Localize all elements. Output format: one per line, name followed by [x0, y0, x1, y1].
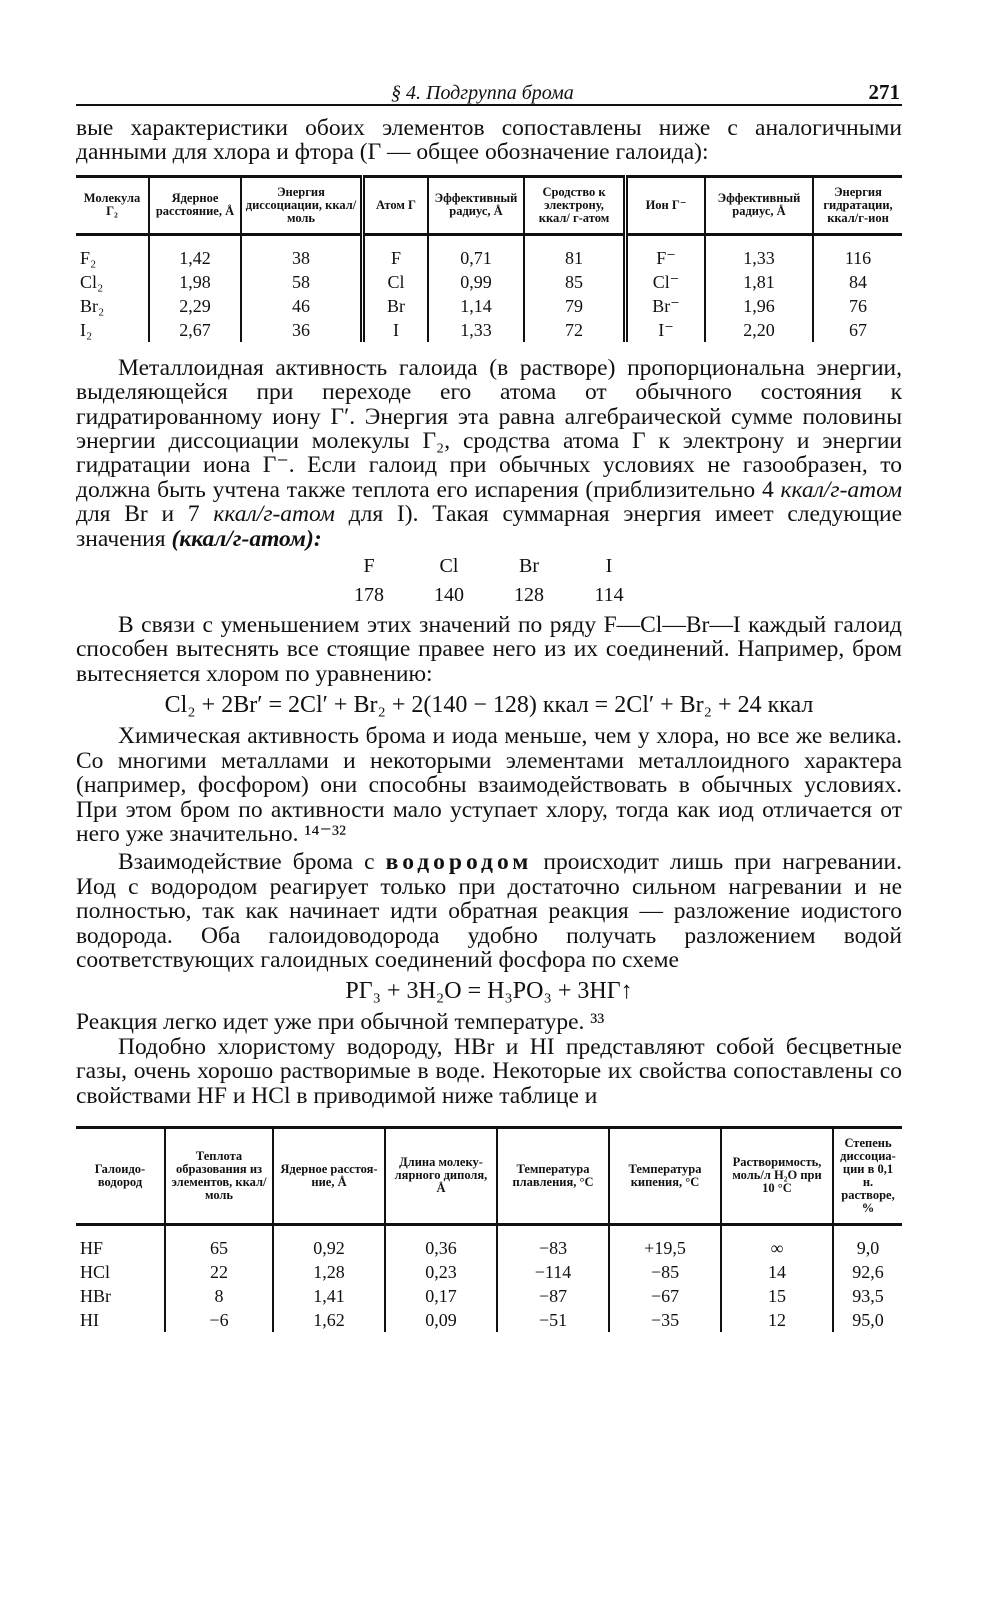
equation-phosphorus-hydrolysis: PГ₃ + 3H₂O = H₃PO₃ + 3HГ↑ [345, 978, 633, 1005]
table-cell: 8 [165, 1284, 273, 1308]
col-header: Теплота образования из элементов, ккал/моль [165, 1127, 273, 1224]
col-header: Длина молекулярного диполя, Å [385, 1127, 497, 1224]
table-row [76, 294, 902, 318]
table-header-row [76, 1127, 902, 1224]
table-cell: 85 [524, 270, 626, 294]
text-run: для Br и 7 [76, 501, 214, 528]
table-header-row [76, 176, 902, 234]
element-symbol: Cl [439, 555, 459, 578]
table-row [76, 318, 902, 342]
table-cell: 67 [813, 318, 902, 342]
text-run: Взаимодействие брома с [118, 849, 386, 876]
table-cell: 14 [721, 1260, 833, 1284]
table-cell: −67 [609, 1284, 721, 1308]
table-cell: 0,23 [385, 1260, 497, 1284]
col-header: Эффективный радиус, Å [428, 176, 524, 234]
emphasized-word: водородом [385, 849, 533, 876]
table-cell: 65 [165, 1224, 273, 1260]
table-cell: 0,92 [273, 1224, 385, 1260]
book-page [76, 70, 902, 1332]
page-number: 271 [868, 80, 900, 104]
table-cell: 22 [165, 1260, 273, 1284]
col-header: Сродство к электрону, ккал/ г-атом [524, 176, 626, 234]
table-cell: −87 [497, 1284, 609, 1308]
unit-italic: (ккал/г-атом): [171, 525, 322, 552]
table-cell: 0,17 [385, 1284, 497, 1308]
table-cell: −51 [497, 1308, 609, 1332]
table-cell: 1,42 [149, 234, 241, 270]
table-cell: ∞ [721, 1224, 833, 1260]
table-cell: F₂ [76, 234, 149, 270]
table-cell: −35 [609, 1308, 721, 1332]
paragraph-reaction-note: Реакция легко идет уже при обычной температуре. ³³ [76, 1009, 605, 1036]
table-cell: 79 [524, 294, 626, 318]
table-cell: F⁻ [626, 234, 706, 270]
table-row [76, 1308, 902, 1332]
table-cell: 36 [241, 318, 363, 342]
table-cell: Br [363, 294, 429, 318]
paragraph-displacement: В связи с уменьшением этих значений по ряду F—Cl—Br—I каждый галоид способен вытеснять все стоящие правее него из их соединений. Например, бром вытесняется хлором по уравнению: [76, 612, 902, 687]
table-cell: I₂ [76, 318, 149, 342]
table-cell: 1,81 [705, 270, 813, 294]
table-cell: 1,62 [273, 1308, 385, 1332]
table-cell: F [363, 234, 429, 270]
table-cell: −6 [165, 1308, 273, 1332]
paragraph-intro: вые характеристики обоих элементов сопоставлены ниже с аналогичными данными для хлора и фтора (Г — общее обозначение галоида): [76, 115, 902, 166]
paragraph-chemical-activity: Химическая активность брома и иода меньше, чем у хлора, но все же велика. Со многими металлами и некоторыми элементами металлоидного характера (например, фосфором) они способны взаимодействовать в обычных условиях. При этом бром по активности мало уступает хлору, тогда как иод отличается от него уже значительно. ¹⁴⁻³² [76, 723, 902, 847]
section-title: § 4. Подгруппа брома [391, 82, 574, 104]
table-cell: 58 [241, 270, 363, 294]
table-cell: HF [76, 1224, 165, 1260]
energy-value: 140 [434, 584, 464, 607]
table-cell: I⁻ [626, 318, 706, 342]
table-row [76, 1224, 902, 1260]
table-cell: 1,33 [705, 234, 813, 270]
table-cell: I [363, 318, 429, 342]
element-symbol: F [363, 555, 375, 578]
table-row [76, 1284, 902, 1308]
table-cell: 76 [813, 294, 902, 318]
col-header: Молекула Г₂ [76, 176, 149, 234]
unit-italic: ккал/г-атом [213, 501, 335, 528]
col-header: Атом Г [363, 176, 429, 234]
table-row [76, 234, 902, 270]
table-cell: HI [76, 1308, 165, 1332]
col-header: Эффективный радиус, Å [705, 176, 813, 234]
element-symbol: I [605, 555, 613, 578]
paragraph-hydrogen-interaction [76, 850, 902, 972]
table-cell: 116 [813, 234, 902, 270]
table-row [76, 1260, 902, 1284]
table-cell: 93,5 [833, 1284, 902, 1308]
table-cell: 0,09 [385, 1308, 497, 1332]
table-cell: 1,14 [428, 294, 524, 318]
text-run: для I). Такая суммарная энергия имеет следующие значения [76, 501, 902, 552]
table-cell: Br⁻ [626, 294, 706, 318]
table-cell: 95,0 [833, 1308, 902, 1332]
table-cell: −83 [497, 1224, 609, 1260]
table-cell: Br₂ [76, 294, 149, 318]
table-cell: 0,36 [385, 1224, 497, 1260]
col-header: Температура плавления, °C [497, 1127, 609, 1224]
table-cell: 12 [721, 1308, 833, 1332]
col-header: Степень диссоциации в 0,1 н. растворе, % [833, 1127, 902, 1224]
table-cell: 84 [813, 270, 902, 294]
col-header: Галоидоводород [76, 1127, 165, 1224]
table-cell: HCl [76, 1260, 165, 1284]
table-cell: 92,6 [833, 1260, 902, 1284]
table-cell: HBr [76, 1284, 165, 1308]
table-cell: 1,28 [273, 1260, 385, 1284]
running-header [76, 70, 902, 106]
table-cell: 1,33 [428, 318, 524, 342]
col-header: Растворимость, моль/л H₂O при 10 °C [721, 1127, 833, 1224]
table-cell: 1,96 [705, 294, 813, 318]
table-cell: 1,98 [149, 270, 241, 294]
element-symbol: Br [519, 555, 539, 578]
energy-value: 128 [514, 584, 544, 607]
table-cell: 15 [721, 1284, 833, 1308]
energy-value: 178 [354, 584, 384, 607]
paragraph-hydrogen-halides: Подобно хлористому водороду, HBr и HI представляют собой бесцветные газы, очень хорошо растворимые в воде. Некоторые их свойства сопоставлены со свойствами HF и HCl в приводимой ниже таблице и [76, 1033, 902, 1109]
table-cell: −114 [497, 1260, 609, 1284]
table-cell: 72 [524, 318, 626, 342]
energy-values [76, 555, 902, 607]
paragraph-metalloid-activity [76, 356, 902, 551]
table-cell: 46 [241, 294, 363, 318]
col-header: Ядерное расстояние, Å [149, 176, 241, 234]
table-cell: −85 [609, 1260, 721, 1284]
table-cell: 2,67 [149, 318, 241, 342]
col-header: Ион Г⁻ [626, 176, 706, 234]
energy-value: 114 [594, 584, 624, 607]
col-header: Ядерное расстояние, Å [273, 1127, 385, 1224]
table-cell: 9,0 [833, 1224, 902, 1260]
text-run: Металлоидная активность галоида (в растворе) пропорциональна энергии, выделяющейся при переходе его атома от обычного состояния к гидратированному иону Г′. Энергия эта равна алгебраической сумме половины энергии диссоциации молекулы Г₂, сродства атома Г к электрону и энергии гидратации иона Г⁻. Если галоид при обычных условиях не газообразен, то должна быть учтена также теплота его испарения (приблизительно 4 [76, 354, 902, 503]
unit-italic: ккал/г-атом [780, 476, 902, 503]
hydrogen-halides-table [76, 1126, 902, 1332]
col-header: Энергия гидратации, ккал/г-ион [813, 176, 902, 234]
equation-bromine-displacement: Cl₂ + 2Br′ = 2Cl′ + Br₂ + 2(140 − 128) ккал = 2Cl′ + Br₂ + 24 ккал [164, 692, 814, 719]
col-header: Температура кипения, °C [609, 1127, 721, 1224]
table-cell: 2,29 [149, 294, 241, 318]
col-header: Энергия диссоциации, ккал/моль [241, 176, 363, 234]
table-cell: 2,20 [705, 318, 813, 342]
table-row [76, 270, 902, 294]
table-cell: 81 [524, 234, 626, 270]
table-cell: 0,99 [428, 270, 524, 294]
table-cell: 1,41 [273, 1284, 385, 1308]
table-cell: +19,5 [609, 1224, 721, 1260]
text-run: происходит лишь при нагревании. Иод с водородом реагирует только при достаточно сильном нагревании и не полностью, так как начинает идти обратная реакция — разложение иодистого водорода. Оба галоидоводорода удобно получать разложением водой соответствующих галоидных соединений фосфора по схеме [76, 849, 902, 973]
table-cell: 0,71 [428, 234, 524, 270]
table-cell: Cl [363, 270, 429, 294]
table-cell: Cl₂ [76, 270, 149, 294]
table-cell: Cl⁻ [626, 270, 706, 294]
halogen-properties-table [76, 175, 902, 342]
table-cell: 38 [241, 234, 363, 270]
